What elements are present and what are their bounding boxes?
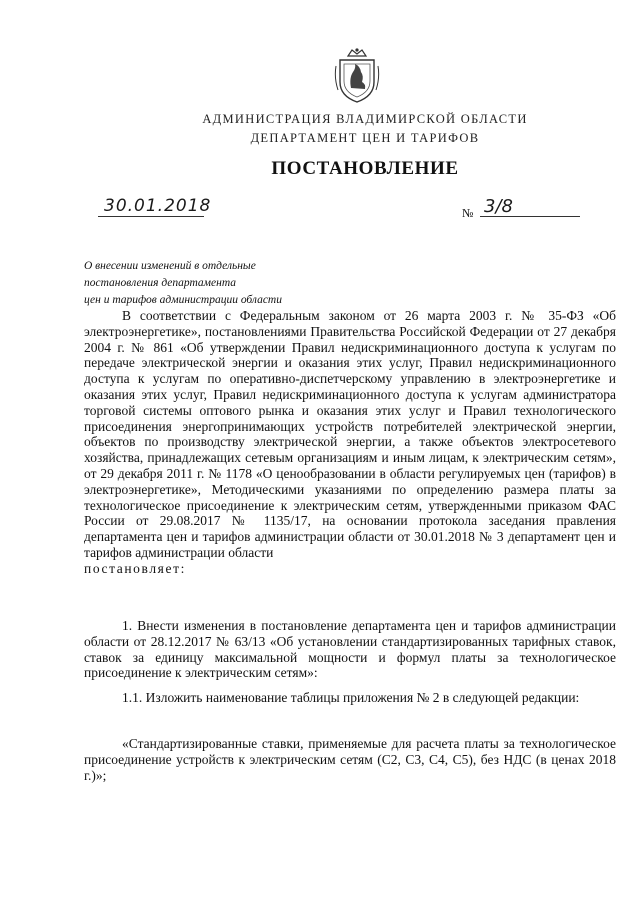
item-1-1-paragraph bbox=[84, 690, 616, 706]
quoted-title-text: «Стандартизированные ставки, применяемые для расчета платы за технологическое присоединение устройств к электрическим сетям (С2, С3, С4, С5), без НДС (в ценах 2018 г.)»; bbox=[84, 736, 616, 783]
preamble-text: В соответствии с Федеральным законом от 26 марта 2003 г. № 35-ФЗ «Об электроэнергетике», постановлениями Правительства Российской Федерации от 27 декабря 2004 г. № 861 «Об утверждении Правил недискриминационного доступа к услугам по передаче электрической энергии и оказания этих услуг, Правил недискриминационного доступа к услугам по оперативно-диспетчерскому управлению в электроэнергетике и оказания этих услуг, Правил недискриминационного доступа к услугам администратора торговой системы оптового рынка и оказания этих услуг и Правил технологического присоединения энергопринимающих устройств потребителей электрической энергии, объектов по производству электрической энергии, а также объектов электросетевого хозяйства, принадлежащих сетевым организациям и иным лицам, к электрическим сетям», от 29 декабря 2011 г. № 1178 «О ценообразовании в области регулируемых цен (тарифов) в электроэнергетике», Методическими указаниями по определению размера платы за технологическое присоединение к электрическим сетям, утвержденными приказом ФАС России от 29.08.2017 № 1135/17, на основании протокола заседания правления департамента цен и тарифов администрации области от 30.01.2018 № 3 департамент цен и тарифов администрации области bbox=[84, 308, 616, 560]
preamble-paragraph bbox=[84, 308, 616, 577]
resolves-word: постановляет: bbox=[84, 560, 186, 576]
quoted-title-paragraph bbox=[84, 736, 616, 783]
coat-of-arms-emblem bbox=[334, 46, 380, 104]
document-type-title: ПОСТАНОВЛЕНИЕ bbox=[271, 158, 459, 179]
subject-line: цен и тарифов администрации области bbox=[84, 294, 282, 306]
subject-line: О внесении изменений в отдельные bbox=[84, 260, 256, 272]
handwritten-date: 30.01.2018 bbox=[104, 196, 212, 216]
document-subject bbox=[84, 258, 324, 309]
handwritten-number: 3/8 bbox=[484, 196, 513, 217]
item-1-paragraph bbox=[84, 618, 616, 681]
item-1-text: 1. Внести изменения в постановление департамента цен и тарифов администрации области от 28.12.2017 № 63/13 «Об установлении стандартизированных тарифных ставок, ставок за единицу максимальной мощности и формул платы за технологическое присоединение к электрическим сетям»: bbox=[84, 618, 616, 681]
subject-line: постановления департамента bbox=[84, 277, 237, 289]
number-underline bbox=[480, 216, 580, 217]
item-1-1-text: 1.1. Изложить наименование таблицы приложения № 2 в следующей редакции: bbox=[122, 690, 580, 705]
date-underline bbox=[98, 216, 204, 217]
department-name: ДЕПАРТАМЕНТ ЦЕН И ТАРИФОВ bbox=[250, 131, 480, 145]
authority-name: АДМИНИСТРАЦИЯ ВЛАДИМИРСКОЙ ОБЛАСТИ bbox=[202, 112, 528, 126]
number-label: № bbox=[462, 206, 474, 220]
